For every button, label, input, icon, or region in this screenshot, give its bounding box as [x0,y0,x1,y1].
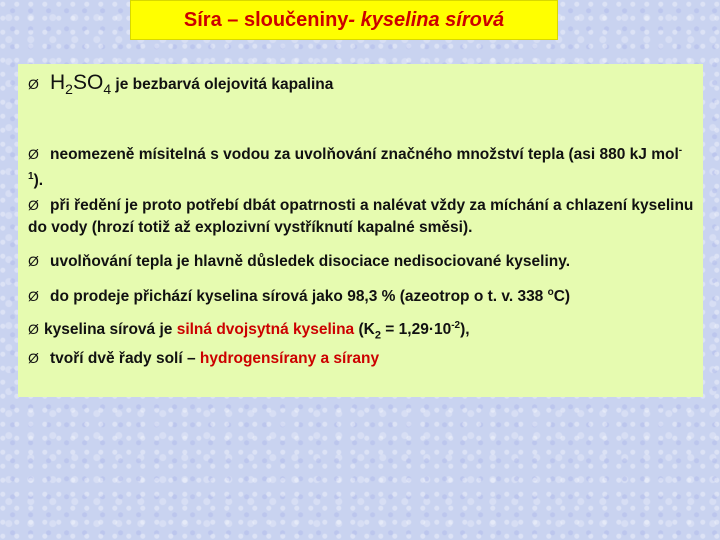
item-text-end: ), [460,321,470,339]
list-item [28,72,697,100]
slide-title [130,0,558,40]
item-sup: -2 [451,320,461,331]
item-sup: o [547,287,554,298]
item-text: kyselina sírová je [44,321,177,339]
formula-h-sub: 2 [65,81,73,98]
formula-h2so4 [50,71,112,98]
list-item [28,315,697,346]
item-text: při ředění je proto potřebí dbát opatrnosti a nalévat vždy za míchání a chlazení kyselinu do vody (hrozí totiž až explozivní vystříknutí kapalné směsi). [28,197,694,236]
arrow-bullet-icon: Ø [28,321,39,338]
arrow-bullet-icon: Ø [28,350,39,366]
arrow-bullet-icon: Ø [28,288,39,305]
k-sub: 2 [374,329,381,342]
content-panel [18,64,703,397]
item-text-end: C) [553,288,571,306]
item-text: do prodeje přichází kyselina sírová jako 98,3 % (azeotrop o t. v. 338 [50,288,548,306]
arrow-bullet-icon: Ø [28,146,39,163]
item-sup: -1 [28,145,683,183]
title-subtitle: - kyselina sírová [348,8,505,31]
arrow-bullet-icon: Ø [28,76,39,92]
highlight-text: silná dvojsytná kyselina [176,321,355,339]
k-value: = 1,29·10 [380,321,452,339]
k-label: (K [354,321,375,339]
item-text-end: ). [33,172,44,190]
list-item [28,250,697,273]
item-text: tvoří dvě řady solí – [50,350,200,367]
item-text: uvolňování tepla je hlavně důsledek disociace nedisociované kyseliny. [50,253,571,270]
arrow-bullet-icon: Ø [28,253,39,269]
list-item [28,194,697,239]
arrow-bullet-icon: Ø [28,197,39,213]
title-main: Síra – sloučeniny [183,8,349,31]
formula-so: SO [72,71,104,94]
formula-so-sub: 4 [103,81,112,98]
highlight-text: hydrogensírany a sírany [199,350,380,367]
formula-h: H [50,71,66,94]
item-text: je bezbarvá olejovitá kapalina [111,76,334,93]
list-item [28,140,697,192]
list-item [28,347,697,370]
list-item [28,282,697,308]
item-text: neomezeně mísitelná s vodou za uvolňování značného množství tepla (asi 880 kJ mol [50,146,679,164]
